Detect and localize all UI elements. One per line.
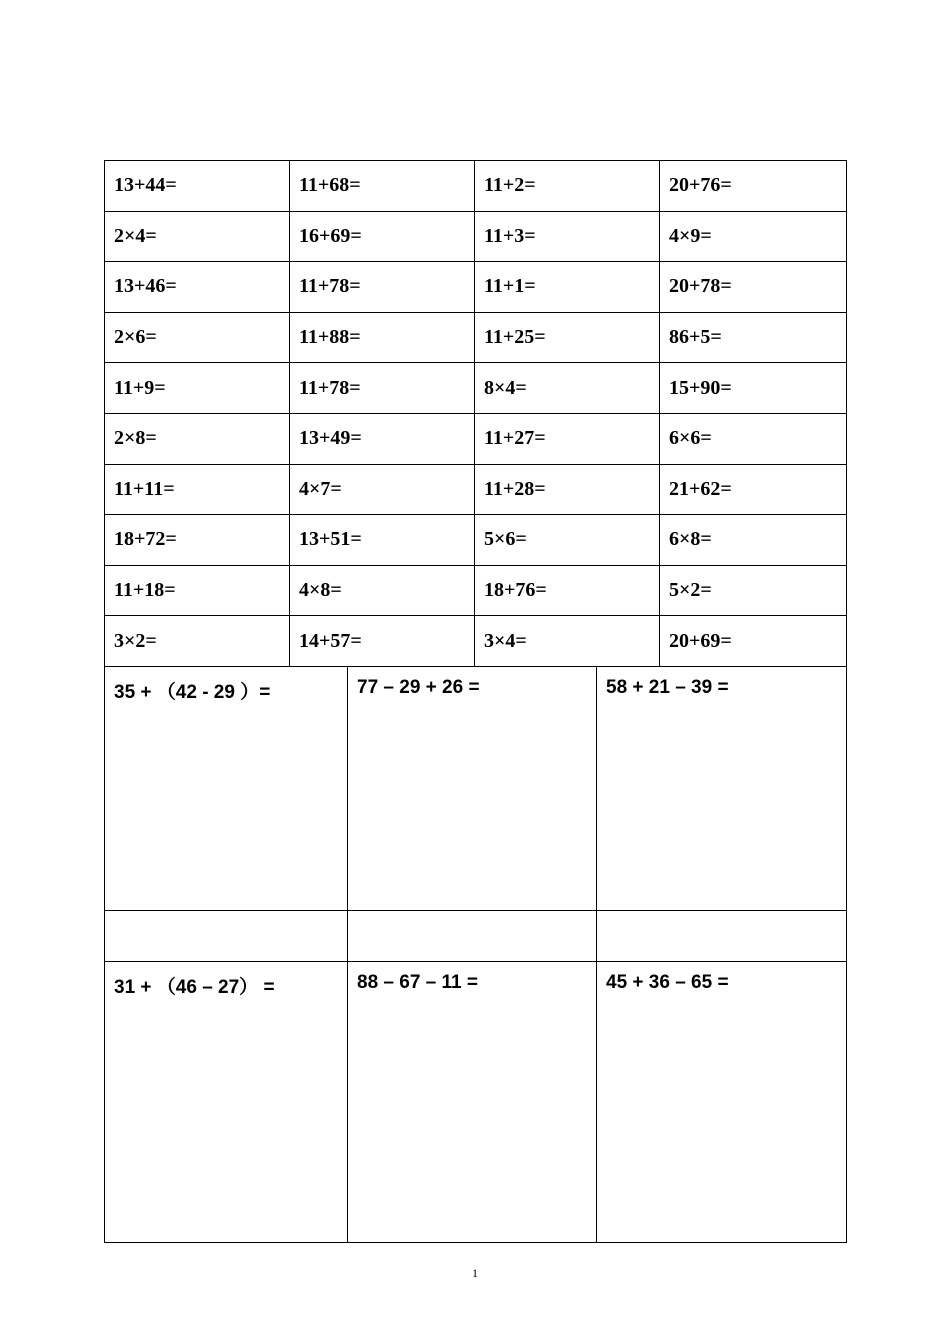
empty-cell [105, 911, 348, 962]
table-row [105, 363, 847, 414]
problem-cell: 11+9= [105, 363, 290, 414]
problem-cell: 11+68= [290, 161, 475, 212]
problem-cell: 4×8= [290, 565, 475, 616]
problem-cell: 11+78= [290, 363, 475, 414]
problem-cell: 11+1= [475, 262, 660, 313]
table-row [105, 161, 847, 212]
problem-cell: 6×6= [660, 413, 847, 464]
table-row [105, 262, 847, 313]
problem-cell: 5×6= [475, 515, 660, 566]
empty-cell [348, 911, 597, 962]
table-row [105, 312, 847, 363]
problem-workspace-cell: 35 + （42 - 29 ）= [105, 667, 348, 911]
problem-cell: 86+5= [660, 312, 847, 363]
problem-cell: 13+51= [290, 515, 475, 566]
problem-cell: 11+3= [475, 211, 660, 262]
problem-cell: 15+90= [660, 363, 847, 414]
problem-cell: 13+49= [290, 413, 475, 464]
problem-cell: 5×2= [660, 565, 847, 616]
problem-cell: 4×7= [290, 464, 475, 515]
problem-cell: 11+78= [290, 262, 475, 313]
page-number: 1 [472, 1266, 478, 1280]
problem-cell: 3×2= [105, 616, 290, 667]
table-row [105, 565, 847, 616]
table-row [105, 464, 847, 515]
empty-row [105, 911, 847, 962]
table-row [105, 211, 847, 262]
problem-cell: 20+76= [660, 161, 847, 212]
problem-cell: 11+88= [290, 312, 475, 363]
problem-cell: 16+69= [290, 211, 475, 262]
problem-cell: 11+2= [475, 161, 660, 212]
problem-cell: 6×8= [660, 515, 847, 566]
arithmetic-drill-table [104, 160, 847, 667]
problem-cell: 8×4= [475, 363, 660, 414]
problem-cell: 20+78= [660, 262, 847, 313]
empty-cell [597, 911, 847, 962]
problem-workspace-cell: 45 + 36 – 65 = [597, 962, 847, 1243]
problem-cell: 14+57= [290, 616, 475, 667]
problem-cell: 18+76= [475, 565, 660, 616]
table-row [105, 667, 847, 911]
problem-workspace-cell: 58 + 21 – 39 = [597, 667, 847, 911]
problem-cell: 20+69= [660, 616, 847, 667]
table-row [105, 413, 847, 464]
problem-workspace-cell: 77 – 29 + 26 = [348, 667, 597, 911]
problem-cell: 11+11= [105, 464, 290, 515]
problem-cell: 13+46= [105, 262, 290, 313]
table-row [105, 962, 847, 1243]
problem-workspace-cell: 88 – 67 – 11 = [348, 962, 597, 1243]
problem-cell: 2×8= [105, 413, 290, 464]
problem-workspace-cell: 31 + （46 – 27） = [105, 962, 348, 1243]
problem-cell: 11+27= [475, 413, 660, 464]
table-row [105, 616, 847, 667]
problem-cell: 2×6= [105, 312, 290, 363]
problem-cell: 21+62= [660, 464, 847, 515]
problem-cell: 4×9= [660, 211, 847, 262]
mixed-operations-table [104, 666, 847, 1243]
problem-cell: 11+18= [105, 565, 290, 616]
problem-cell: 11+25= [475, 312, 660, 363]
problem-cell: 2×4= [105, 211, 290, 262]
problem-cell: 13+44= [105, 161, 290, 212]
table-row [105, 515, 847, 566]
problem-cell: 3×4= [475, 616, 660, 667]
problem-cell: 18+72= [105, 515, 290, 566]
problem-cell: 11+28= [475, 464, 660, 515]
